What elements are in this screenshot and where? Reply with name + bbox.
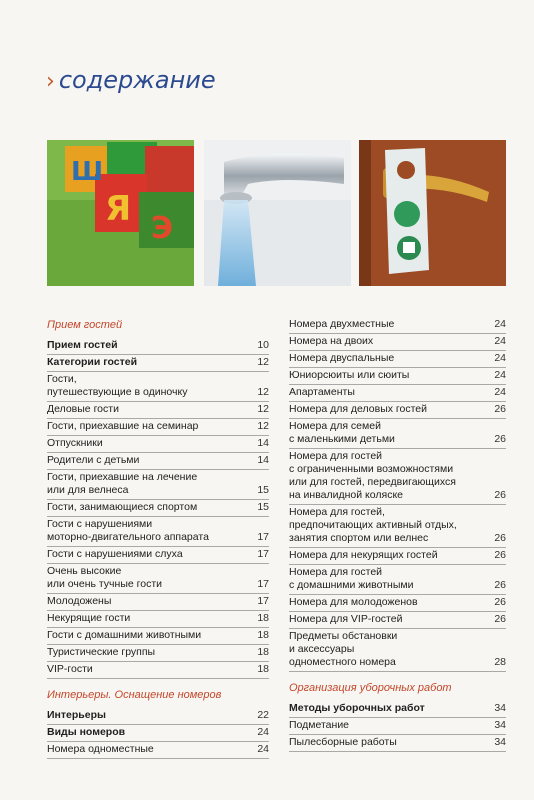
toc-entry-label: Гости с домашними животными: [47, 629, 202, 641]
toc-entry: [47, 645, 269, 662]
toc-entry-label: Туристические группы: [47, 646, 156, 658]
page-title: [46, 66, 216, 94]
toc-entry-page: 14: [257, 437, 269, 449]
toc-entry-page: 26: [494, 549, 506, 561]
toc-entry-label: Гости, путешествующие в одиночку: [47, 373, 188, 398]
toc-entry-label: Номера для некурящих гостей: [289, 549, 438, 561]
section-heading: Организация уборочных работ: [289, 682, 452, 694]
toc-entry: [47, 564, 269, 594]
toc-entry: [289, 368, 506, 385]
toc-entry: [47, 338, 269, 355]
toc-entry-label: Юниорсюиты или сюиты: [289, 369, 410, 381]
toc-entry-label: Прием гостей: [47, 339, 118, 351]
toc-entry-page: 17: [257, 531, 269, 543]
toc-entry: [289, 735, 506, 752]
toc-entry-page: 15: [257, 501, 269, 513]
toc-entry: [47, 662, 269, 679]
toc-entry-page: 34: [494, 702, 506, 714]
toc-entry: [47, 628, 269, 645]
toc-entry-page: 24: [494, 335, 506, 347]
toc-entry-page: 26: [494, 532, 506, 544]
toc-entry-label: Номера двухместные: [289, 318, 395, 330]
toc-entry: [289, 595, 506, 612]
section-list: [47, 338, 269, 679]
toc-entry-label: Номера для молодоженов: [289, 596, 418, 608]
toc-entry: [47, 470, 269, 500]
toc-entry-page: 12: [257, 356, 269, 368]
toc-entry-page: 26: [494, 613, 506, 625]
toc-entry-label: Номера для VIP-гостей: [289, 613, 403, 625]
toc-entry-label: Номера двуспальные: [289, 352, 395, 364]
toc-entry-page: 24: [494, 386, 506, 398]
toc-entry-label: Очень высокие или очень тучные гости: [47, 565, 162, 590]
toc-entry-page: 17: [257, 595, 269, 607]
toc-entry: [289, 334, 506, 351]
toc-entry-label: Подметание: [289, 719, 350, 731]
toc-entry: [47, 611, 269, 628]
toc-right-column: [289, 317, 506, 752]
toc-entry-page: 34: [494, 719, 506, 731]
svg-text:Ш: Ш: [71, 157, 104, 187]
toc-entry: [47, 517, 269, 547]
toc-entry-page: 26: [494, 489, 506, 501]
toc-entry-label: Гости с нарушениями слуха: [47, 548, 183, 560]
svg-text:Я: Я: [105, 189, 132, 229]
toc-left-column: [47, 317, 269, 759]
toc-entry-label: Гости с нарушениями моторно-двигательного аппарата: [47, 518, 209, 543]
toc-entry-label: Номера на двоих: [289, 335, 374, 347]
toc-entry: [289, 385, 506, 402]
toc-entry: [289, 612, 506, 629]
toc-entry-page: 18: [257, 663, 269, 675]
toc-entry-page: 17: [257, 578, 269, 590]
toc-entry-page: 24: [257, 726, 269, 738]
toc-entry-label: Пылесборные работы: [289, 736, 397, 748]
toc-entry-page: 24: [494, 318, 506, 330]
toc-entry: [289, 419, 506, 449]
toc-entry-label: Номера для гостей с ограниченными возможностями или для гостей, передвигающихся на инвалидной коляске: [289, 450, 456, 501]
toc-entry-label: Номера для деловых гостей: [289, 403, 428, 415]
toc-entry-page: 26: [494, 579, 506, 591]
toc-entry: [289, 629, 506, 672]
section-heading: Интерьеры. Оснащение номеров: [47, 689, 222, 701]
toc-entry-page: 26: [494, 596, 506, 608]
toc-entry-label: Отпускники: [47, 437, 103, 449]
toc-entry-label: Категории гостей: [47, 356, 138, 368]
section-heading: Прием гостей: [47, 319, 123, 331]
toc-entry: [47, 594, 269, 611]
toc-entry: [289, 317, 506, 334]
svg-text:Э: Э: [151, 211, 174, 246]
toc-entry: [289, 505, 506, 548]
toc-entry: [47, 725, 269, 742]
door-handle-photo: [359, 140, 506, 286]
toc-entry: [289, 718, 506, 735]
toc-entry-page: 24: [494, 352, 506, 364]
toc-entry: [47, 708, 269, 725]
toc-entry-page: 12: [257, 420, 269, 432]
toc-entry: [47, 500, 269, 517]
toc-entry-page: 22: [257, 709, 269, 721]
toc-entry-label: Некурящие гости: [47, 612, 131, 624]
toc-entry: [47, 453, 269, 470]
toc-entry-page: 24: [257, 743, 269, 755]
page-title-text: содержание: [58, 66, 216, 94]
toc-entry-label: Номера для гостей, предпочитающих активный отдых, занятия спортом или велнес: [289, 506, 457, 544]
toc-entry-label: Молодожены: [47, 595, 112, 607]
toc-entry: [47, 742, 269, 759]
toc-entry-page: 24: [494, 369, 506, 381]
toc-entry-label: Предметы обстановки и аксессуары одноместного номера: [289, 630, 398, 668]
toc-entry: [47, 372, 269, 402]
toc-entry: [289, 351, 506, 368]
toc-entry-label: Интерьеры: [47, 709, 106, 721]
toc-entry-label: Родители с детьми: [47, 454, 140, 466]
toc-entry: [47, 419, 269, 436]
toc-entry: [47, 402, 269, 419]
toc-entry: [289, 701, 506, 718]
toc-entry-page: 18: [257, 612, 269, 624]
toc-entry-page: 18: [257, 646, 269, 658]
toc-entry-page: 10: [257, 339, 269, 351]
toc-entry-label: Апартаменты: [289, 386, 355, 398]
toc-entry: [47, 547, 269, 564]
toc-entry: [289, 565, 506, 595]
toc-entry-label: Номера для семей с маленькими детьми: [289, 420, 395, 445]
toc-entry-page: 26: [494, 403, 506, 415]
toc-entry-page: 15: [257, 484, 269, 496]
toc-entry-label: Гости, приехавшие на лечение или для велнеса: [47, 471, 198, 496]
toc-entry-label: VIP-гости: [47, 663, 93, 675]
section-list: [289, 317, 506, 672]
toc-entry-page: 17: [257, 548, 269, 560]
toc-entry-page: 12: [257, 386, 269, 398]
toc-entry: [289, 402, 506, 419]
toc-entry-page: 26: [494, 433, 506, 445]
toc-entry: [47, 436, 269, 453]
toc-entry-page: 12: [257, 403, 269, 415]
section-list: [289, 701, 506, 752]
toc-entry: [47, 355, 269, 372]
toc-entry-label: Номера для гостей с домашними животными: [289, 566, 414, 591]
toc-entry-label: Номера одноместные: [47, 743, 154, 755]
toc-entry-label: Деловые гости: [47, 403, 119, 415]
chevron-right-icon: ›: [46, 69, 55, 94]
toc-entry-label: Методы уборочных работ: [289, 702, 425, 714]
toy-blocks-photo: [47, 140, 194, 286]
toc-entry: [289, 449, 506, 505]
toc-entry-page: 18: [257, 629, 269, 641]
water-tap-photo: [204, 140, 351, 286]
toc-entry-label: Гости, приехавшие на семинар: [47, 420, 199, 432]
toc-entry-label: Гости, занимающиеся спортом: [47, 501, 198, 513]
toc-entry-page: 14: [257, 454, 269, 466]
toc-entry: [289, 548, 506, 565]
toc-entry-label: Виды номеров: [47, 726, 126, 738]
section-list: [47, 708, 269, 759]
toc-entry-page: 34: [494, 736, 506, 748]
toc-entry-page: 28: [494, 656, 506, 668]
